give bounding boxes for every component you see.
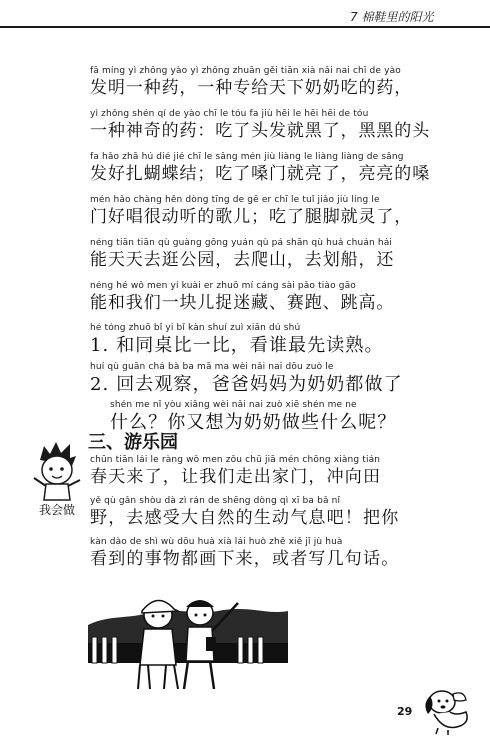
pinyin-line: huí qù guān chá bà ba mā ma wèi nǎi nai dōu zuò le: [90, 362, 334, 372]
pinyin-line: hé tóng zhuō bǐ yi bǐ kàn shuí zuì xiān dú shú: [90, 323, 301, 333]
chapter-title: 7 棉鞋里的阳光: [350, 10, 434, 24]
hanzi-line: 发好扎蝴蝶结；吃了嗓门就亮了，亮亮的嗓: [90, 164, 431, 184]
pinyin-line: yì zhǒng shén qí de yào chī le tóu fa jiù hēi le hēi hēi de tóu: [90, 109, 369, 119]
activity-line: [90, 496, 472, 529]
pinyin-line: yě qù gǎn shòu dà zì rán de shēng dòng qì xī ba bǎ nǐ: [90, 496, 341, 506]
hanzi-line: 野，去感受大自然的生动气息吧！把你: [90, 508, 400, 528]
pinyin-line: fa hǎo zhā hú dié jié chī le sǎng mén jiù liàng le liàng liàng de sǎng: [90, 152, 404, 162]
pinyin-line: fā míng yì zhǒng yào yì zhǒng zhuān gěi tiān xià nǎi nai chī de yào: [90, 66, 401, 76]
hanzi-line: 门好唱很动听的歌儿；吃了腿脚就灵了，: [90, 207, 413, 227]
pinyin-line: néng hé wǒ men yí kuài er zhuō mí cáng sài pǎo tiào gāo: [90, 281, 356, 291]
hanzi-line: 看到的事物都画下来，或者写几句话。: [90, 549, 400, 569]
hanzi-line: 能和我们一块儿捉迷藏、赛跑、跳高。: [90, 293, 395, 313]
boy-mascot-icon: [26, 438, 88, 520]
story-line: [90, 152, 472, 185]
pinyin-line: kàn dào de shì wù dōu huà xià lái huò zhě xiě jǐ jù huà: [90, 537, 343, 547]
section-title: 三、游乐园: [88, 432, 178, 453]
hanzi-line: 2. 回去观察，爸爸妈妈为奶奶都做了: [90, 374, 403, 395]
story-line: [90, 109, 472, 142]
pinyin-line: chūn tiān lái le ràng wǒ men zǒu chū jiā mén chōng xiàng tián: [90, 455, 381, 465]
puppy-icon: [420, 682, 478, 736]
pinyin-line: néng tiān tiān qù guàng gōng yuán qù pá shān qù huá chuán hái: [90, 238, 393, 248]
hanzi-line: 什么？你又想为奶奶做些什么呢？: [110, 412, 397, 433]
children-outing-illustration: [88, 585, 288, 695]
story-line: [90, 195, 472, 228]
hanzi-line: 春天来了，让我们走出家门，冲向田: [90, 467, 382, 487]
hanzi-line: 一种神奇的药：吃了头发就黑了，黑黑的头: [90, 121, 431, 141]
pinyin-line: mén hǎo chàng hěn dòng tīng de gē er chī le tuǐ jiǎo jiù líng le: [90, 195, 380, 205]
page-number: 29: [397, 705, 413, 718]
story-line: [90, 281, 472, 314]
question-item: [90, 362, 472, 396]
activity-line: [90, 537, 472, 570]
hanzi-line: 能天天去逛公园，去爬山，去划船，还: [90, 250, 395, 270]
header-rule: [0, 26, 490, 28]
story-line: [90, 238, 472, 271]
badge-label: 我会做: [38, 503, 76, 517]
question-item: [90, 323, 472, 357]
story-line: [90, 66, 472, 99]
pinyin-line: shén me nǐ yòu xiǎng wèi nǎi nai zuò xiē shén me ne: [110, 400, 357, 410]
hanzi-line: 1. 和同桌比一比，看谁最先读熟。: [90, 335, 384, 356]
hanzi-line: 发明一种药，一种专给天下奶奶吃的药，: [90, 78, 413, 98]
activity-line: [90, 455, 472, 488]
